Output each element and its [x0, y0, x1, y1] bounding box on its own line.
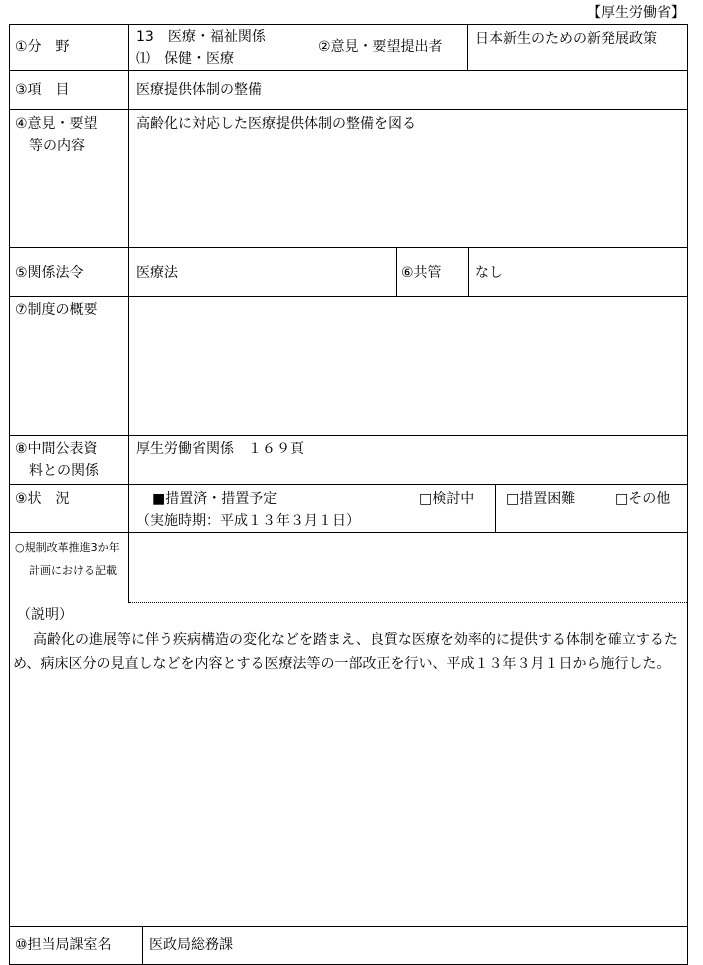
opinion-request-form [9, 24, 688, 965]
status-option-review[interactable]: □検討中 [419, 491, 475, 507]
plan-label-line1: ○規制改革推進3か年 [15, 541, 120, 554]
field-label: ①分 野 [15, 39, 70, 55]
status-option-difficult[interactable]: □措置困難 [506, 491, 576, 507]
office-value: 医政局総務課 [149, 937, 233, 953]
submitter-value: 日本新生のための新発展政策 [475, 31, 657, 47]
status-option-other[interactable]: □その他 [615, 491, 671, 507]
explanation-body: 高齢化の進展等に伴う疾病構造の変化などを踏まえ、良質な医療を効率的に提供する体制を確立するため、病床区分の見直しなどを内容とする医療法等の一部改正を行い、平成１３年３月１日から施行した。 [13, 632, 678, 672]
explanation-heading: （説明） [17, 607, 73, 623]
ministry-tag: 【厚生労働省】 [587, 5, 685, 21]
interim-label-line2: 料との関係 [29, 463, 99, 479]
interim-value: 厚生労働省関係 １６９頁 [136, 441, 304, 457]
opinion-label-line2: 等の内容 [29, 138, 85, 154]
plan-label-line2: 計画における記載 [29, 564, 117, 577]
related-law-label: ⑤関係法令 [15, 265, 84, 281]
related-law-value: 医療法 [136, 265, 178, 281]
status-timing: （実施時期：平成１３年３月１日） [136, 513, 360, 529]
status-option-done[interactable]: ■措置済・措置予定 [152, 491, 278, 507]
field-value-line1: 13 医療・福祉関係 [136, 29, 266, 45]
overview-label: ⑦制度の概要 [15, 302, 98, 318]
jurisdiction-value: なし [475, 265, 503, 281]
opinion-value: 高齢化に対応した医療提供体制の整備を図る [136, 116, 416, 132]
field-value-line2: ⑴ 保健・医療 [136, 51, 234, 67]
item-label: ③項 目 [15, 82, 70, 98]
status-label: ⑨状 況 [15, 491, 70, 507]
item-value: 医療提供体制の整備 [136, 82, 262, 98]
jurisdiction-label: ⑥共管 [401, 265, 442, 281]
submitter-label: ②意見・要望提出者 [318, 39, 443, 55]
interim-label-line1: ⑧中間公表資 [15, 441, 98, 457]
office-label: ⑩担当局課室名 [15, 937, 112, 953]
opinion-label-line1: ④意見・要望 [15, 116, 98, 132]
